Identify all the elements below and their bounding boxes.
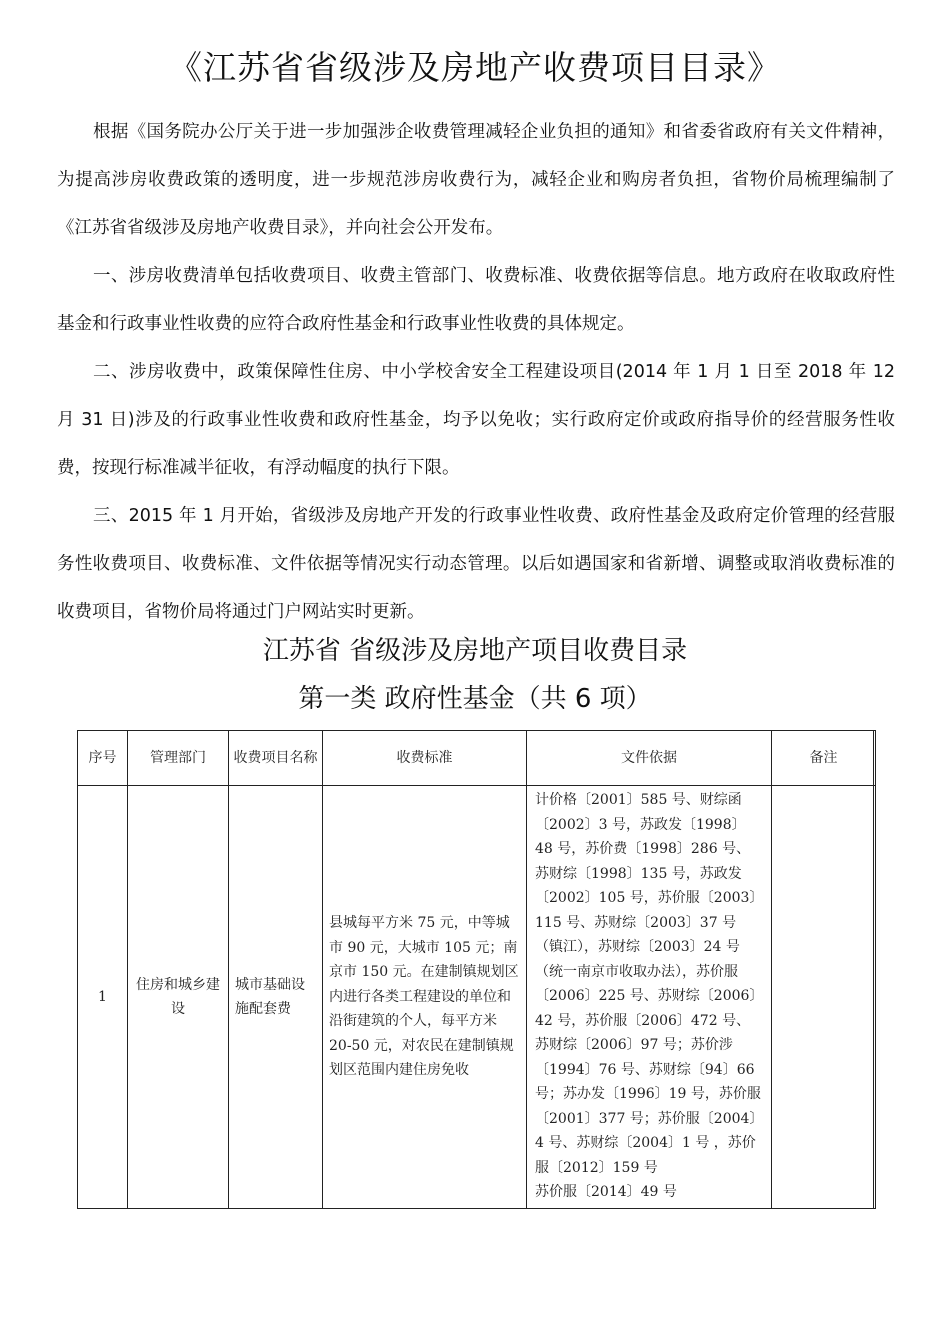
header-num: 序号 (78, 731, 128, 786)
header-item-name: 收费项目名称 (229, 731, 323, 786)
cell-dept: 住房和城乡建设 (128, 786, 229, 1209)
catalog-title: 江苏省 省级涉及房地产项目收费目录 (262, 636, 688, 666)
header-basis: 文件依据 (527, 731, 772, 786)
header-standard: 收费标准 (323, 731, 527, 786)
basis-text: 计价格〔2001〕585 号、财综函〔2002〕3 号，苏政发〔1998〕48 号，苏价费〔1998〕286 号、苏财综〔1998〕135 号，苏政发〔2002〕105 号，苏价服〔2003〕115 号、苏财综〔2003〕37 号（镇江），苏财综〔2003〕24 号（统一南京市收取办法），苏价服〔2006〕225 号、苏财综〔2006〕42 号，苏价服〔2006〕472 号、苏财综〔2006〕97 号；苏价涉〔1994〕76 号、苏财综〔94〕66 号；苏办发〔1996〕19 号，苏价服〔2001〕377 号；苏价服〔2004〕4 号、苏财综〔2004〕1 号 ，苏价服〔2012〕159 号 (535, 792, 761, 1176)
clause-one-paragraph: 一、涉房收费清单包括收费项目、收费主管部门、收费标准、收费依据等信息。地方政府在收取政府性基金和行政事业性收费的应符合政府性基金和行政事业性收费的具体规定。 (57, 266, 895, 334)
cell-remark (772, 786, 876, 1209)
clause-two-paragraph: 二、涉房收费中，政策保障性住房、中小学校舍安全工程建设项目(2014 年 1 月 1 日至 2018 年 12 月 31 日)涉及的行政事业性收费和政府性基金，均予以免收；实行政府定价或政府指导价的经营服务性收费，按现行标准减半征收，有浮动幅度的执行下限。 (57, 362, 895, 478)
cell-basis (527, 786, 772, 1209)
category-title: 第一类 政府性基金（共 6 项） (298, 684, 652, 714)
clause-three-paragraph: 三、2015 年 1 月开始，省级涉及房地产开发的行政事业性收费、政府性基金及政府定价管理的经营服务性收费项目、收费标准、文件依据等情况实行动态管理。以后如遇国家和省新增、调整或取消收费标准的收费项目，省物价局将通过门户网站实时更新。 (57, 506, 895, 622)
table-outer-border (872, 730, 874, 1208)
table-row (78, 786, 876, 1209)
header-dept: 管理部门 (128, 731, 229, 786)
cell-item-name: 城市基础设施配套费 (229, 786, 323, 1209)
basis-extra-text: 苏价服〔2014〕49 号 (535, 1184, 677, 1200)
table-header-row (78, 731, 876, 786)
cell-num: 1 (78, 786, 128, 1209)
cell-standard: 县城每平方米 75 元，中等城市 90 元，大城市 105 元；南京市 150 元。在建制镇规划区内进行各类工程建设的单位和沿街建筑的个人，每平方米 20-50 元，对农民在建制镇规划区范围内建住房免收 (323, 786, 527, 1209)
document-title: 《江苏省省级涉及房地产收费项目目录》 (169, 48, 781, 87)
intro-paragraph: 根据《国务院办公厅关于进一步加强涉企收费管理减轻企业负担的通知》和省委省政府有关文件精神，为提高涉房收费政策的透明度，进一步规范涉房收费行为，减轻企业和购房者负担，省物价局梳理编制了《江苏省省级涉及房地产收费目录》，并向社会公开发布。 (57, 122, 895, 238)
fee-table (77, 730, 876, 1209)
header-remark: 备注 (772, 731, 876, 786)
